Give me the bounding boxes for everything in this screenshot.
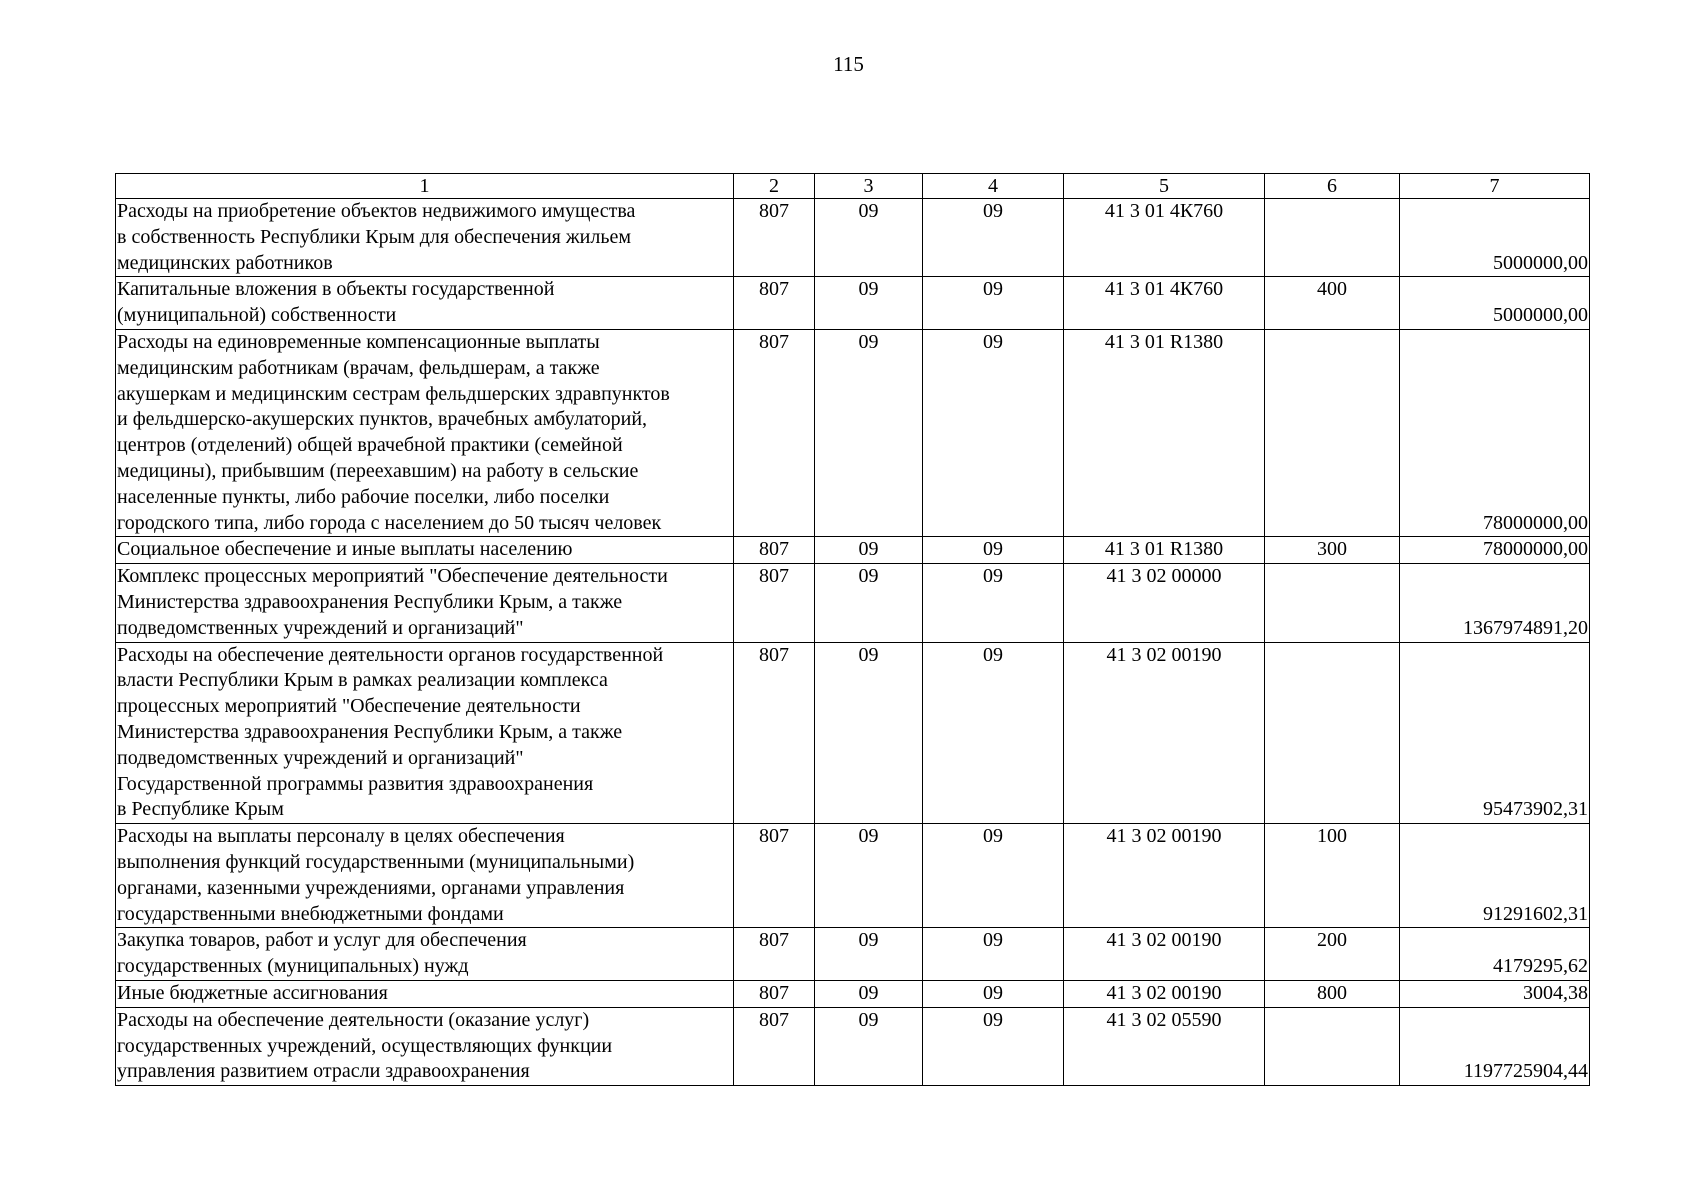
table-row bbox=[116, 824, 1590, 928]
target-article-code: 41 3 02 00190 bbox=[1064, 824, 1265, 928]
ministry-code: 807 bbox=[734, 1007, 815, 1085]
row-description: Комплекс процессных мероприятий "Обеспечение деятельности Министерства здравоохранения Республики Крым, а также подведомственных учреждений и организаций" bbox=[116, 564, 734, 642]
budget-table bbox=[115, 173, 1590, 1086]
amount-value: 1367974891,20 bbox=[1400, 564, 1590, 642]
row-description: Социальное обеспечение и иные выплаты населению bbox=[116, 537, 734, 564]
column-header: 5 bbox=[1064, 174, 1265, 199]
section-code: 09 bbox=[815, 564, 923, 642]
section-code: 09 bbox=[815, 537, 923, 564]
subsection-code: 09 bbox=[923, 199, 1064, 277]
amount-value: 1197725904,44 bbox=[1400, 1007, 1590, 1085]
row-description: Иные бюджетные ассигнования bbox=[116, 980, 734, 1007]
section-code: 09 bbox=[815, 928, 923, 981]
ministry-code: 807 bbox=[734, 329, 815, 536]
table-row bbox=[116, 928, 1590, 981]
expense-type-code: 200 bbox=[1265, 928, 1400, 981]
target-article-code: 41 3 02 00000 bbox=[1064, 564, 1265, 642]
ministry-code: 807 bbox=[734, 642, 815, 824]
ministry-code: 807 bbox=[734, 277, 815, 330]
row-description: Расходы на единовременные компенсационные выплаты медицинским работникам (врачам, фельдшерам, а также акушеркам и медицинским сестрам фельдшерских здравпунктов и фельдшерско-акушерских пунктов, врачебных амбулаторий, центров (отделений) общей врачебной практики (семейной медицины), прибывшим (переехавшим) на работу в сельские населенные пункты, либо рабочие поселки, либо поселки городского типа, либо города с населением до 50 тысяч человек bbox=[116, 329, 734, 536]
section-code: 09 bbox=[815, 642, 923, 824]
target-article-code: 41 3 01 R1380 bbox=[1064, 537, 1265, 564]
subsection-code: 09 bbox=[923, 277, 1064, 330]
table-row bbox=[116, 199, 1590, 277]
row-description: Расходы на выплаты персоналу в целях обеспечения выполнения функций государственными (муниципальными) органами, казенными учреждениями, органами управления государственными внебюджетными фондами bbox=[116, 824, 734, 928]
target-article-code: 41 3 02 05590 bbox=[1064, 1007, 1265, 1085]
subsection-code: 09 bbox=[923, 824, 1064, 928]
ministry-code: 807 bbox=[734, 564, 815, 642]
target-article-code: 41 3 01 4К760 bbox=[1064, 199, 1265, 277]
column-header: 2 bbox=[734, 174, 815, 199]
subsection-code: 09 bbox=[923, 980, 1064, 1007]
table-row bbox=[116, 980, 1590, 1007]
amount-value: 91291602,31 bbox=[1400, 824, 1590, 928]
target-article-code: 41 3 01 4К760 bbox=[1064, 277, 1265, 330]
ministry-code: 807 bbox=[734, 824, 815, 928]
column-header: 6 bbox=[1265, 174, 1400, 199]
column-header: 7 bbox=[1400, 174, 1590, 199]
table-row bbox=[116, 537, 1590, 564]
subsection-code: 09 bbox=[923, 329, 1064, 536]
table-row bbox=[116, 277, 1590, 330]
section-code: 09 bbox=[815, 329, 923, 536]
row-description: Расходы на обеспечение деятельности органов государственной власти Республики Крым в рамках реализации комплекса процессных мероприятий "Обеспечение деятельности Министерства здравоохранения Республики Крым, а также подведомственных учреждений и организаций" Государственной программы развития здравоохранения в Республике Крым bbox=[116, 642, 734, 824]
amount-value: 3004,38 bbox=[1400, 980, 1590, 1007]
target-article-code: 41 3 02 00190 bbox=[1064, 928, 1265, 981]
ministry-code: 807 bbox=[734, 537, 815, 564]
section-code: 09 bbox=[815, 1007, 923, 1085]
subsection-code: 09 bbox=[923, 1007, 1064, 1085]
target-article-code: 41 3 02 00190 bbox=[1064, 980, 1265, 1007]
section-code: 09 bbox=[815, 277, 923, 330]
amount-value: 5000000,00 bbox=[1400, 199, 1590, 277]
amount-value: 95473902,31 bbox=[1400, 642, 1590, 824]
expense-type-code bbox=[1265, 1007, 1400, 1085]
subsection-code: 09 bbox=[923, 928, 1064, 981]
ministry-code: 807 bbox=[734, 199, 815, 277]
expense-type-code bbox=[1265, 199, 1400, 277]
target-article-code: 41 3 01 R1380 bbox=[1064, 329, 1265, 536]
amount-value: 78000000,00 bbox=[1400, 329, 1590, 536]
row-description: Закупка товаров, работ и услуг для обеспечения государственных (муниципальных) нужд bbox=[116, 928, 734, 981]
expense-type-code: 800 bbox=[1265, 980, 1400, 1007]
table-row bbox=[116, 329, 1590, 536]
ministry-code: 807 bbox=[734, 980, 815, 1007]
expense-type-code bbox=[1265, 329, 1400, 536]
subsection-code: 09 bbox=[923, 642, 1064, 824]
table-row bbox=[116, 564, 1590, 642]
column-header: 3 bbox=[815, 174, 923, 199]
target-article-code: 41 3 02 00190 bbox=[1064, 642, 1265, 824]
row-description: Расходы на приобретение объектов недвижимого имущества в собственность Республики Крым для обеспечения жильем медицинских работников bbox=[116, 199, 734, 277]
table-header-row bbox=[116, 174, 1590, 199]
section-code: 09 bbox=[815, 824, 923, 928]
table-row bbox=[116, 642, 1590, 824]
expense-type-code: 300 bbox=[1265, 537, 1400, 564]
table-row bbox=[116, 1007, 1590, 1085]
section-code: 09 bbox=[815, 980, 923, 1007]
row-description: Расходы на обеспечение деятельности (оказание услуг) государственных учреждений, осуществляющих функции управления развитием отрасли здравоохранения bbox=[116, 1007, 734, 1085]
expense-type-code: 400 bbox=[1265, 277, 1400, 330]
expense-type-code bbox=[1265, 642, 1400, 824]
subsection-code: 09 bbox=[923, 564, 1064, 642]
subsection-code: 09 bbox=[923, 537, 1064, 564]
row-description: Капитальные вложения в объекты государственной (муниципальной) собственности bbox=[116, 277, 734, 330]
amount-value: 78000000,00 bbox=[1400, 537, 1590, 564]
expense-type-code: 100 bbox=[1265, 824, 1400, 928]
expense-type-code bbox=[1265, 564, 1400, 642]
ministry-code: 807 bbox=[734, 928, 815, 981]
amount-value: 5000000,00 bbox=[1400, 277, 1590, 330]
amount-value: 4179295,62 bbox=[1400, 928, 1590, 981]
section-code: 09 bbox=[815, 199, 923, 277]
column-header: 4 bbox=[923, 174, 1064, 199]
column-header: 1 bbox=[116, 174, 734, 199]
page-number: 115 bbox=[833, 52, 864, 76]
